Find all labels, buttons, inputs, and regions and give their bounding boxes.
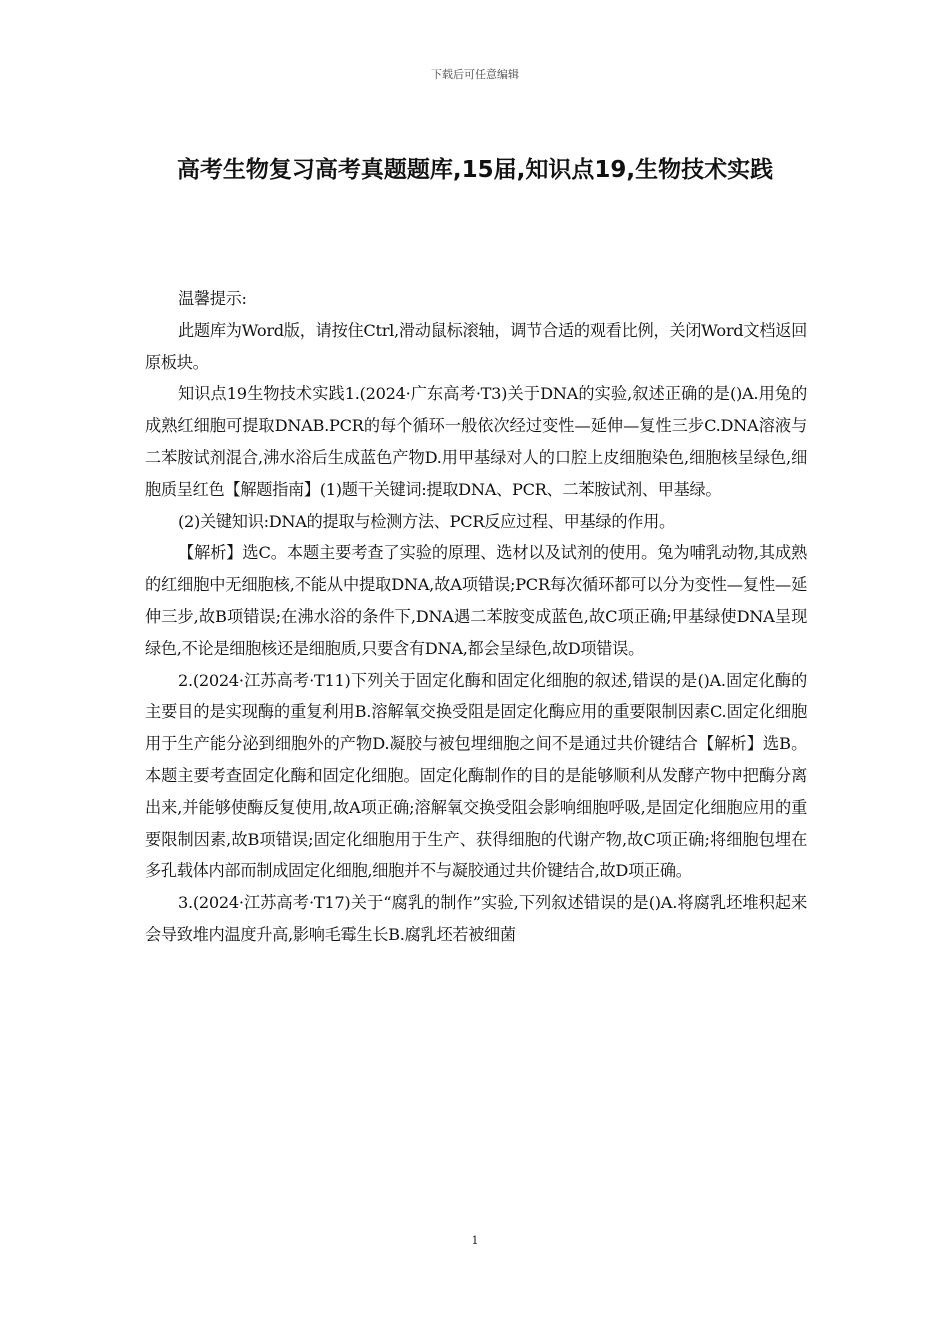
body-paragraph-question-1: 知识点19生物技术实践1.(2024·广东高考·T3)关于DNA的实验,叙述正确的是()A.用兔的成熟红细胞可提取DNAB.PCR的每个循环一般依次经过变性—延伸—复性三步C.DNA溶液与二苯胺试剂混合,沸水浴后生成蓝色产物D.用甲基绿对人的口腔上皮细胞染色,细胞核呈绿色,细胞质呈红色【解题指南】(1)题干关键词:提取DNA、PCR、二苯胺试剂、甲基绿。 bbox=[145, 384, 807, 499]
body-paragraph-tip-label: 温馨提示: bbox=[178, 289, 247, 308]
body-paragraph-analysis-1: 【解析】选C。本题主要考查了实验的原理、选材以及试剂的使用。兔为哺乳动物,其成熟的红细胞中无细胞核,不能从中提取DNA,故A项错误;PCR每次循环都可以分为变性—复性—延伸三步,故B项错误;在沸水浴的条件下,DNA遇二苯胺变成蓝色,故C项正确;甲基绿使DNA呈现绿色,不论是细胞核还是细胞质,只要含有DNA,都会呈绿色,故D项错误。 bbox=[145, 543, 807, 658]
document-title: 高考生物复习高考真题题库,15届,知识点19,生物技术实践 bbox=[176, 157, 774, 183]
document-body bbox=[145, 283, 807, 951]
body-paragraph-question-2: 2.(2024·江苏高考·T11)下列关于固定化酶和固定化细胞的叙述,错误的是()A.固定化酶的主要目的是实现酶的重复利用B.溶解氧交换受阻是固定化酶应用的重要限制因素C.固定化细胞用于生产能分泌到细胞外的产物D.凝胶与被包埋细胞之间不是通过共价键结合【解析】选B。本题主要考查固定化酶和固定化细胞。固定化酶制作的目的是能够顺利从发酵产物中把酶分离出来,并能够使酶反复使用,故A项正确;溶解氧交换受阻会影响细胞呼吸,是固定化细胞应用的重要限制因素,故B项错误;固定化细胞用于生产、获得细胞的代谢产物,故C项正确;将细胞包埋在多孔载体内部而制成固定化细胞,细胞并不与凝胶通过共价键结合,故D项正确。 bbox=[145, 670, 807, 881]
body-paragraph-question-3: 3.(2024·江苏高考·T17)关于“腐乳的制作”实验,下列叙述错误的是()A.将腐乳坯堆积起来会导致堆内温度升高,影响毛霉生长B.腐乳坯若被细菌 bbox=[145, 893, 807, 944]
body-paragraph-tip-text: 此题库为Word版，请按住Ctrl,滑动鼠标滚轴，调节合适的观看比例，关闭Word文档返回原板块。 bbox=[145, 320, 807, 372]
body-paragraph-key-knowledge: (2)关键知识:DNA的提取与检测方法、PCR反应过程、甲基绿的作用。 bbox=[178, 511, 675, 531]
page-number: 1 bbox=[471, 1234, 479, 1247]
page-header-note: 下载后可任意编辑 bbox=[431, 68, 519, 81]
